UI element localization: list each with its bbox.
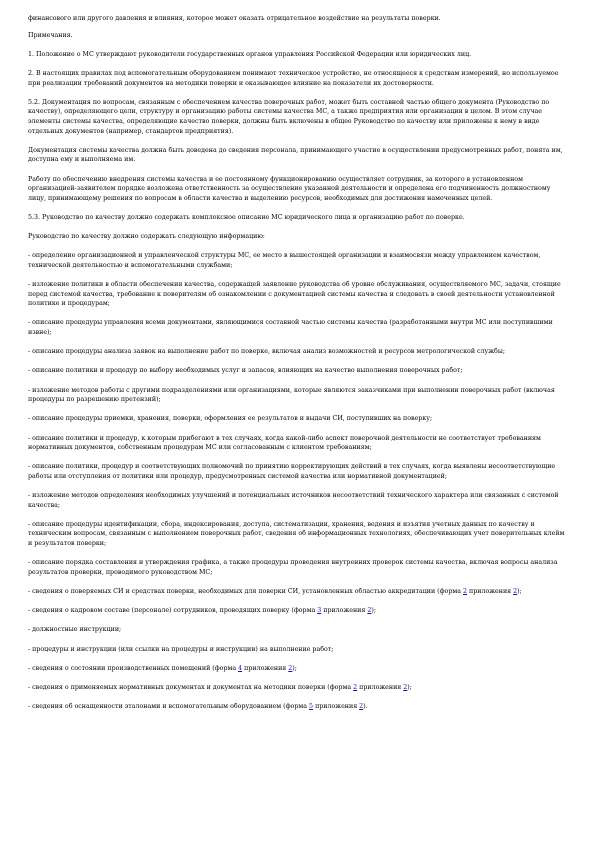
paragraph — [28, 318, 566, 337]
paragraph — [28, 491, 566, 510]
paragraph-text: Работу по обеспечению внедрения системы качества и ее постоянному функционированию осуществляет сотрудник, за которого в установленном организацией-заявителем порядке возложена ответственность за осуществление указанной деятельности и определена его подчиненность должностному лицу, принимающему решения по вопросам в области качества и выделению ресурсов, необходимых для достижения намеченных целей. — [28, 175, 551, 202]
form-reference-link[interactable]: 4 — [238, 664, 243, 672]
form-reference-link[interactable]: 3 — [317, 607, 322, 615]
form-reference-link[interactable]: 2 — [359, 703, 364, 711]
paragraph-text: 2. В настоящих правилах под вспомогательным оборудованием понимают техническое устройство, не относящееся к средствам измерений, но используемое при реализации требований документов на методики поверки и оказывающее влияние на показатели их достоверности. — [28, 69, 559, 87]
paragraph-text: ); — [292, 664, 297, 672]
paragraph — [28, 683, 566, 693]
paragraph-text: - описание процедуры приемки, хранения, поверки, оформления ее результатов и выдачи СИ, поступивших на поверку; — [28, 415, 433, 423]
paragraph — [28, 50, 566, 60]
paragraph-text: - описание процедуры анализа заявок на выполнение работ по поверке, включая анализ возможностей и ресурсов метрологической службы; — [28, 348, 505, 356]
paragraph-text: приложения — [467, 588, 514, 596]
paragraph — [28, 347, 566, 357]
paragraph — [28, 702, 566, 712]
form-reference-link[interactable]: 2 — [463, 588, 468, 596]
paragraph — [28, 31, 566, 41]
paragraph — [28, 462, 566, 481]
form-reference-link[interactable]: 2 — [353, 683, 358, 691]
document-page — [28, 14, 566, 721]
paragraph-text: Руководство по качеству должно содержать следующую информацию: — [28, 233, 265, 241]
paragraph — [28, 14, 566, 24]
paragraph-text: 5.2. Документация по вопросам, связанным с обеспечением качества поверочных работ, может быть составной частью общего документа (Руководство по качеству), определяющего цели, структуру и организацию работы системы качества МС, а также предприятия или организации в целом. В этом случае элементы системы качества, определяющие качество поверки, должны быть включены в общее Руководство по качеству или приложены к нему в виде отдельных документов (например, стандартов предприятия). — [28, 98, 550, 135]
paragraph — [28, 213, 566, 223]
paragraph-text: 5.3. Руководство по качеству должно содержать комплексное описание МС юридического лица и организацию работ по поверке. — [28, 213, 465, 221]
paragraph-text: - изложение методов определения необходимых улучшений и потенциальных источников несоответствий технического характера или связанных с системой качества; — [28, 492, 559, 509]
paragraph-text: ); — [371, 607, 376, 615]
paragraph-text: - должностные инструкции; — [28, 626, 122, 634]
paragraph-text: - описание процедуры идентификации, сбора, индексирования, доступа, систематизации, хранения, ведения и изъятия учетных данных по качеству и техническим вопросам, связанным с выполнением поверочных работ, сведения об информационных технологиях, обеспечивающих учет поверительных клейм и результатов поверки; — [28, 520, 565, 548]
paragraph-text: приложения — [321, 607, 368, 615]
paragraph — [28, 664, 566, 674]
form-reference-link[interactable]: 2 — [367, 607, 372, 615]
paragraph — [28, 606, 566, 616]
paragraph-text: - изложение методов работы с другими подразделениями или организациями, которые являются заказчиками при выполнении поверочных работ (включая процедуры по разрешению претензий); — [28, 386, 555, 404]
form-reference-link[interactable]: 2 — [513, 588, 518, 596]
paragraph-text: - изложение политики в области обеспечения качества, содержащей заявление руководства об уровне обслуживания, осуществляемого МС, задачи, стоящие перед системой качества, требование к поверителям об ознакомлении с документацией системы качества и следовать в своей деятельности установленной политике и процедурам; — [28, 281, 561, 308]
paragraph — [28, 366, 566, 376]
paragraph-text: - сведения о состоянии производственных помещений (форма — [28, 664, 239, 672]
paragraph — [28, 251, 566, 270]
paragraph — [28, 175, 566, 204]
form-reference-link[interactable]: 2 — [288, 664, 293, 672]
paragraph-text: - сведения о кадровом составе (персонале) сотрудников, проводящих поверку (форма — [28, 607, 318, 615]
paragraph — [28, 414, 566, 424]
paragraph — [28, 434, 566, 453]
paragraph-text: Примечания. — [28, 31, 73, 39]
paragraph-text: 1. Положение о МС утверждают руководители государственных органов управления Российской Федерации или юридических лиц. — [28, 50, 472, 58]
paragraph-text: ). — [363, 703, 368, 711]
form-reference-link[interactable]: 5 — [309, 703, 314, 711]
paragraph — [28, 520, 566, 549]
form-reference-link[interactable]: 2 — [403, 683, 408, 691]
paragraph — [28, 386, 566, 405]
paragraph — [28, 625, 566, 635]
paragraph-text: - описание политики и процедур по выбору необходимых услуг и запасов, влияющих на качество выполнения поверочных работ; — [28, 367, 463, 375]
paragraph — [28, 558, 566, 577]
paragraph — [28, 146, 566, 165]
paragraph-text: - определение организационной и управленческой структуры МС, ее место в вышестоящей организации и взаимосвязи между управлением качеством, технической деятельностью и вспомогательными службами; — [28, 252, 541, 269]
paragraph-text: ); — [517, 588, 522, 596]
paragraph-text: - сведения о применяемых нормативных документах и документах на методики поверки (форма — [28, 683, 354, 691]
paragraph — [28, 645, 566, 655]
paragraph-text: - сведения об оснащенности эталонами и вспомогательным оборудованием (форма — [28, 703, 310, 711]
paragraph-text: финансового или другого давления и влияния, которое может оказать отрицательное воздействие на результаты поверки. — [28, 15, 441, 22]
paragraph-text: - описание политики, процедур и соответствующих полномочий по принятию корректирующих действий в тех случаях, когда выявлены несоответствующие работы или отступления от политики или процедур, предусмотренных системой качества или нормативной документацией; — [28, 463, 556, 480]
paragraph-text: Документация системы качества должна быть доведена до сведения персонала, принимающего участие в осуществлении предусмотренных работ, понята им, доступна ему и выполняема им. — [28, 146, 563, 164]
paragraph — [28, 69, 566, 88]
paragraph — [28, 98, 566, 136]
paragraph — [28, 232, 566, 242]
paragraph — [28, 280, 566, 309]
paragraph — [28, 587, 566, 597]
paragraph-text: приложения — [313, 703, 360, 711]
paragraph-text: приложения — [357, 683, 404, 691]
paragraph-text: - сведения о поверяемых СИ и средствах поверки, необходимых для поверки СИ, установленных областью аккредитации (форма — [28, 588, 464, 596]
paragraph-text: - описание политики и процедур, к которым прибегают в тех случаях, когда какой-либо аспект поверочной деятельности не соответствует требованиям нормативных документов, собственным процедурам МС или согласованным с клиентом требованиям; — [28, 434, 541, 452]
paragraph-text: - процедуры и инструкции (или ссылки на процедуры и инструкции) на выполнение работ; — [28, 645, 334, 653]
paragraph-text: - описание порядка составления и утверждения графика, а также процедуры проведения внутренних проверок системы качества, включая вопросы анализа результатов проверки, проводимого руководством МС; — [28, 559, 558, 576]
paragraph-text: - описание процедуры управления всеми документами, являющимися составной частью системы качества (разработанными внутри МС или поступившими извне); — [28, 319, 553, 336]
paragraph-text: ); — [407, 683, 412, 691]
paragraph-text: приложения — [242, 664, 289, 672]
